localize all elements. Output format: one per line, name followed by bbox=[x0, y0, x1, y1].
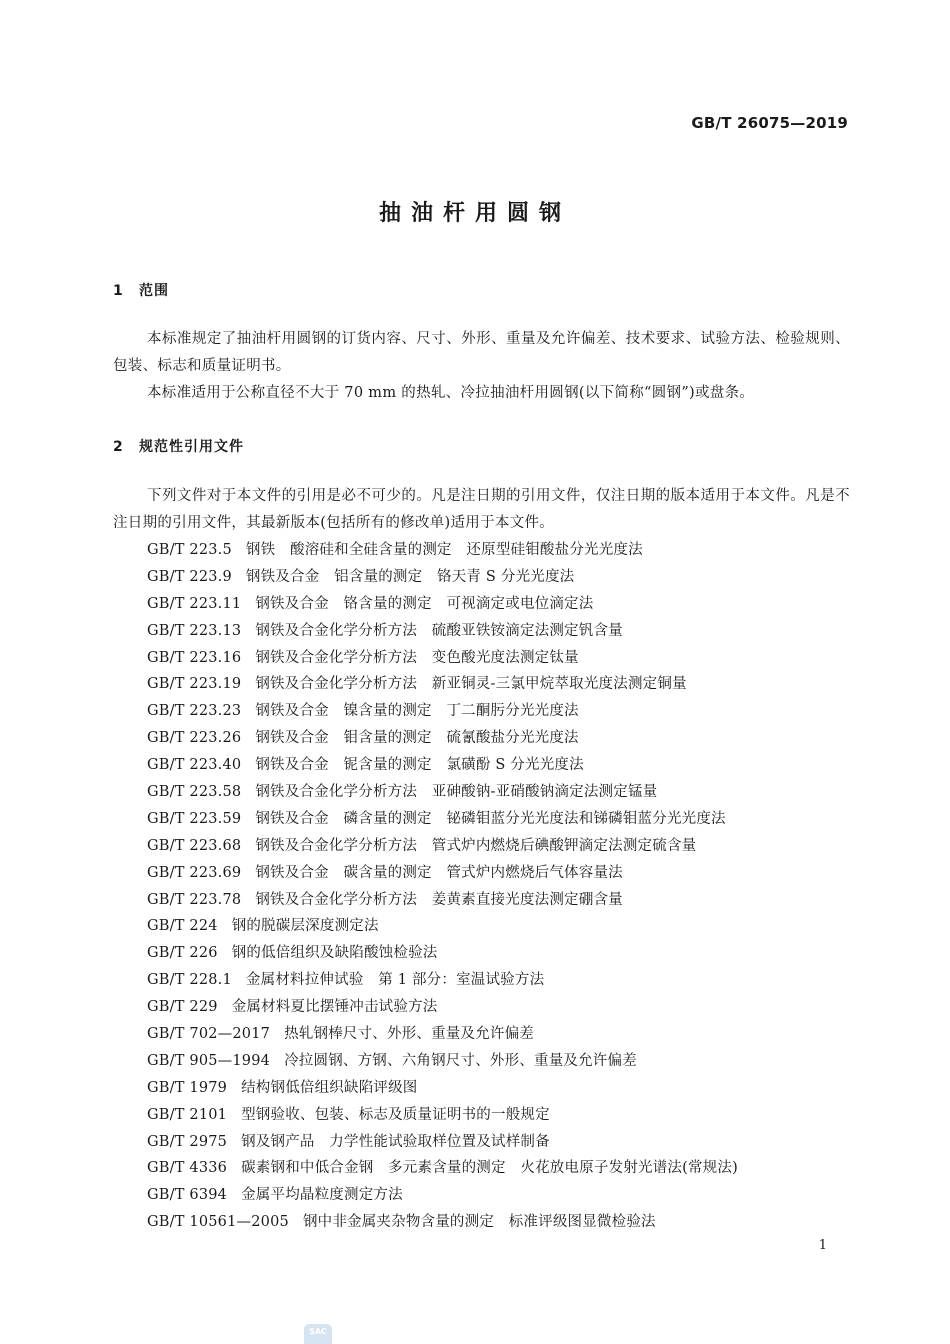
reference-code: GB/T 223.5 bbox=[147, 542, 232, 558]
reference-title: 钢铁及合金 镍含量的测定 丁二酮肟分光光度法 bbox=[255, 703, 579, 720]
reference-title: 钢铁及合金 铬含量的测定 可视滴定或电位滴定法 bbox=[255, 595, 594, 612]
reference-item bbox=[147, 1102, 738, 1129]
section-2-heading bbox=[113, 436, 244, 456]
reference-item bbox=[147, 1129, 738, 1156]
reference-title: 钢铁及合金 磷含量的测定 铋磷钼蓝分光光度法和锑磷钼蓝分光光度法 bbox=[255, 810, 726, 827]
reference-item bbox=[147, 1075, 738, 1102]
reference-title: 钢铁及合金 碳含量的测定 管式炉内燃烧后气体容量法 bbox=[255, 864, 623, 881]
reference-item bbox=[147, 591, 738, 618]
reference-item bbox=[147, 994, 738, 1021]
reference-code: GB/T 6394 bbox=[147, 1187, 228, 1204]
reference-title: 钢的低倍组织及缺陷酸蚀检验法 bbox=[231, 945, 438, 962]
reference-code: GB/T 223.23 bbox=[147, 703, 242, 720]
reference-code: GB/T 223.26 bbox=[147, 730, 242, 747]
reference-item bbox=[147, 1021, 738, 1048]
reference-code: GB/T 2101 bbox=[147, 1106, 228, 1123]
reference-title: 型钢验收、包装、标志及质量证明书的一般规定 bbox=[241, 1106, 550, 1123]
reference-code: GB/T 224 bbox=[147, 918, 218, 935]
references-intro: 下列文件对于本文件的引用是必不可少的。凡是注日期的引用文件，仅注日期的版本适用于本文件。凡是不注日期的引用文件，其最新版本(包括所有的修改单)适用于本文件。 bbox=[113, 488, 850, 531]
reference-code: GB/T 223.59 bbox=[147, 810, 242, 827]
reference-item bbox=[147, 913, 738, 940]
reference-title: 钢的脱碳层深度测定法 bbox=[231, 918, 379, 935]
reference-code: GB/T 223.16 bbox=[147, 649, 242, 666]
reference-item bbox=[147, 671, 738, 698]
reference-title: 金属平均晶粒度测定方法 bbox=[241, 1187, 403, 1204]
section-number: 2 bbox=[113, 439, 124, 455]
reference-item bbox=[147, 645, 738, 672]
reference-title: 金属材料夏比摆锤冲击试验方法 bbox=[231, 999, 438, 1016]
reference-item bbox=[147, 1155, 738, 1182]
sac-logo bbox=[304, 1324, 332, 1344]
reference-code: GB/T 905—1994 bbox=[147, 1052, 271, 1069]
reference-code: GB/T 223.40 bbox=[147, 757, 242, 774]
reference-title: 钢铁及合金 铝含量的测定 铬天青 S 分光光度法 bbox=[245, 568, 575, 585]
page-number: 1 bbox=[818, 1238, 827, 1253]
reference-code: GB/T 4336 bbox=[147, 1160, 228, 1177]
reference-title: 钢铁及合金 钼含量的测定 硫氰酸盐分光光度法 bbox=[255, 730, 579, 747]
reference-code: GB/T 223.9 bbox=[147, 568, 232, 585]
reference-code: GB/T 226 bbox=[147, 945, 218, 962]
reference-code: GB/T 223.68 bbox=[147, 837, 242, 854]
section-number: 1 bbox=[113, 283, 124, 299]
reference-title: 钢铁及合金化学分析方法 姜黄素直接光度法测定硼含量 bbox=[255, 891, 623, 908]
reference-title: 钢铁及合金化学分析方法 变色酸光度法测定钛量 bbox=[255, 649, 579, 666]
reference-code: GB/T 2975 bbox=[147, 1133, 228, 1150]
reference-title: 结构钢低倍组织缺陷评级图 bbox=[241, 1079, 418, 1096]
reference-item bbox=[147, 806, 738, 833]
reference-item bbox=[147, 698, 738, 725]
reference-code: GB/T 228.1 bbox=[147, 972, 232, 989]
reference-code: GB/T 223.13 bbox=[147, 622, 242, 639]
reference-item bbox=[147, 779, 738, 806]
reference-item bbox=[147, 725, 738, 752]
reference-item bbox=[147, 537, 738, 564]
reference-item bbox=[147, 967, 738, 994]
reference-title: 钢铁及合金化学分析方法 管式炉内燃烧后碘酸钾滴定法测定硫含量 bbox=[255, 837, 697, 854]
reference-item bbox=[147, 887, 738, 914]
reference-code: GB/T 223.19 bbox=[147, 676, 242, 693]
scope-paragraph-2: 本标准适用于公称直径不大于 70 mm 的热轧、冷拉抽油杆用圆钢(以下简称“圆钢”)或盘条。 bbox=[147, 385, 755, 401]
reference-title: 钢铁 酸溶硅和全硅含量的测定 还原型硅钼酸盐分光光度法 bbox=[245, 542, 643, 558]
reference-list bbox=[147, 537, 738, 1236]
reference-code: GB/T 223.69 bbox=[147, 864, 242, 881]
reference-code: GB/T 702—2017 bbox=[147, 1026, 271, 1043]
section-title: 范围 bbox=[139, 283, 169, 299]
scope-paragraph-1: 本标准规定了抽油杆用圆钢的订货内容、尺寸、外形、重量及允许偏差、技术要求、试验方法、检验规则、包装、标志和质量证明书。 bbox=[113, 331, 850, 374]
section-title: 规范性引用文件 bbox=[139, 439, 244, 455]
logo-text: SAC bbox=[309, 1327, 327, 1336]
reference-title: 金属材料拉伸试验 第 1 部分：室温试验方法 bbox=[245, 972, 545, 989]
section-1-heading bbox=[113, 280, 169, 300]
reference-code: GB/T 223.58 bbox=[147, 784, 242, 801]
reference-code: GB/T 229 bbox=[147, 999, 218, 1016]
reference-code: GB/T 10561—2005 bbox=[147, 1214, 289, 1231]
reference-item bbox=[147, 940, 738, 967]
reference-item bbox=[147, 1209, 738, 1236]
reference-item bbox=[147, 833, 738, 860]
reference-title: 热轧钢棒尺寸、外形、重量及允许偏差 bbox=[284, 1026, 534, 1043]
standard-number: GB/T 26075—2019 bbox=[691, 114, 848, 132]
reference-item bbox=[147, 1182, 738, 1209]
reference-code: GB/T 1979 bbox=[147, 1079, 228, 1096]
reference-item bbox=[147, 564, 738, 591]
reference-title: 钢铁及合金化学分析方法 亚砷酸钠-亚硝酸钠滴定法测定锰量 bbox=[255, 784, 658, 801]
reference-code: GB/T 223.78 bbox=[147, 891, 242, 908]
reference-title: 碳素钢和中低合金钢 多元素含量的测定 火花放电原子发射光谱法(常规法) bbox=[241, 1160, 738, 1177]
reference-title: 钢铁及合金 铌含量的测定 氯磺酚 S 分光光度法 bbox=[255, 757, 584, 774]
reference-item bbox=[147, 752, 738, 779]
reference-title: 钢中非金属夹杂物含量的测定 标准评级图显微检验法 bbox=[302, 1214, 656, 1231]
reference-code: GB/T 223.11 bbox=[147, 595, 242, 612]
reference-item bbox=[147, 1048, 738, 1075]
reference-item bbox=[147, 860, 738, 887]
document-title: 抽油杆用圆钢 bbox=[378, 201, 571, 226]
reference-title: 钢及钢产品 力学性能试验取样位置及试样制备 bbox=[241, 1133, 550, 1150]
reference-title: 钢铁及合金化学分析方法 硫酸亚铁铵滴定法测定钒含量 bbox=[255, 622, 623, 639]
reference-title: 冷拉圆钢、方钢、六角钢尺寸、外形、重量及允许偏差 bbox=[284, 1052, 637, 1069]
reference-title: 钢铁及合金化学分析方法 新亚铜灵-三氯甲烷萃取光度法测定铜量 bbox=[255, 676, 687, 693]
reference-item bbox=[147, 618, 738, 645]
